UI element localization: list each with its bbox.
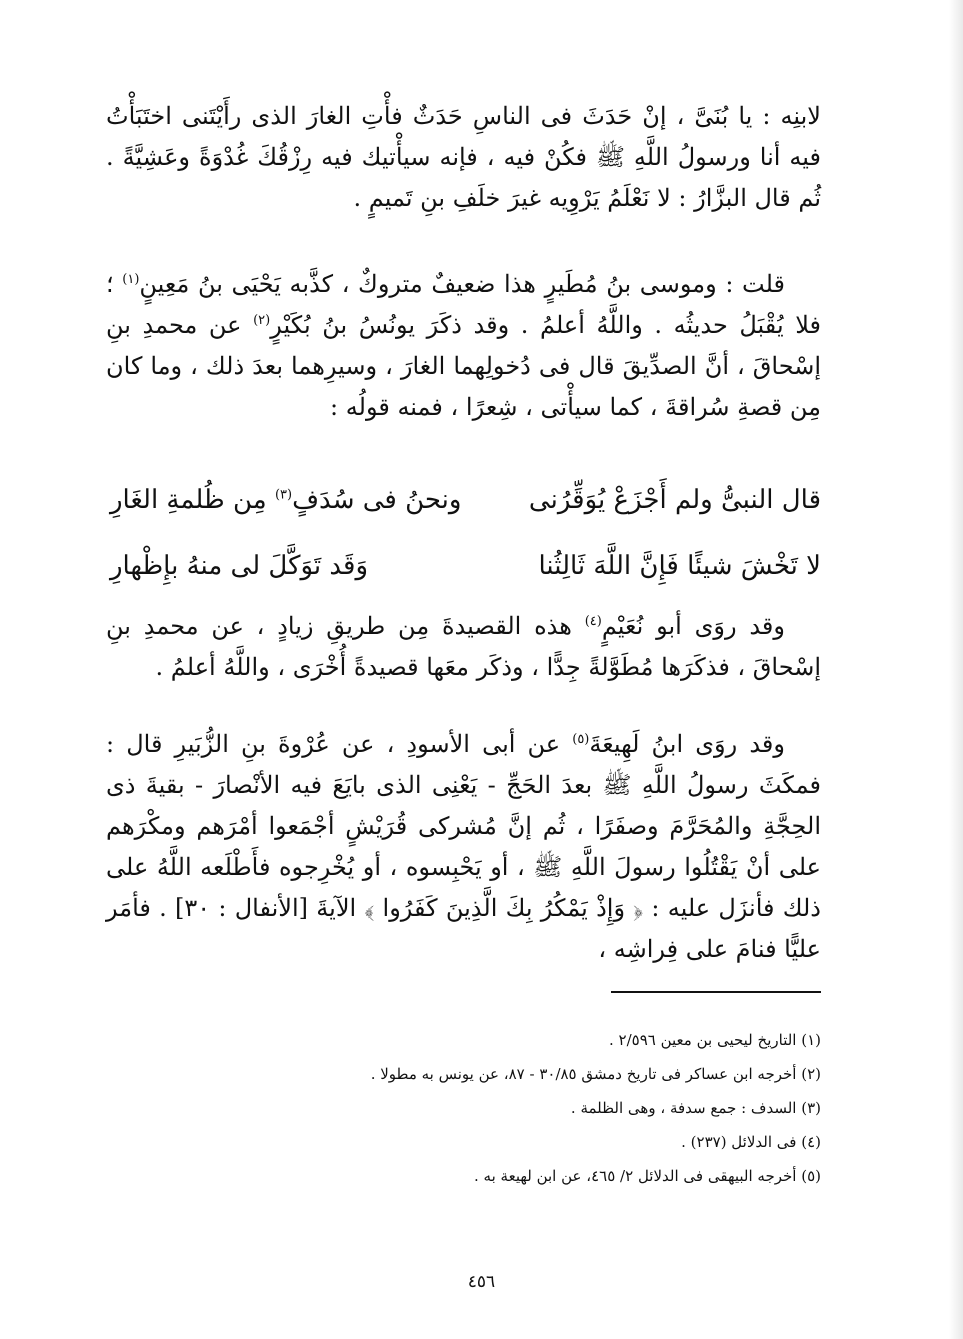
paragraph-4-segment-1: وقد روَى ابنُ لَهِيعَةَ <box>589 730 785 758</box>
footnote-reference-5[interactable]: (٥) <box>572 732 590 747</box>
poem-verse-1 <box>110 480 821 520</box>
verse-1-first-hemistich: قال النبىُّ ولم أَجْزَعْ يُوَقِّرُنى <box>528 485 821 515</box>
footnote-reference-1[interactable]: (١) <box>122 272 140 287</box>
paragraph-3-segment-2: هذه القصيدةَ مِن طريقِ زيادٍ ، عن محمدِ بنِ إسْحاقَ ، فذكَرَها مُطَوَّلةً جِدًّا ، وذكَر معَها قصيدةً أُخْرَى ، واللَّهُ أعلمُ . <box>106 612 821 681</box>
paragraph-2-segment-3: عن محمدِ بنِ إسْحاقَ ، أنَّ الصدِّيقَ قال فى دُخولِهما الغارَ ، وسيرِهما بعدَ ذلك ، وما كان مِن قصةِ سُراقةَ ، كما سيأْتى ، شِعرًا ، فمنه قولُه : <box>106 311 821 421</box>
footnote-reference-2[interactable]: (٢) <box>253 313 271 328</box>
footnote-3: (٣) السدف : جمع سدفة ، وهى الظلمة . <box>570 1099 821 1117</box>
poem-verse-2 <box>110 546 821 586</box>
paragraph-1-segment-1: لابنِه : يا بُنَىَّ ، إنْ حَدَثَ فى الناسِ حَدَثٌ فأْتِ الغارَ الذى رأَيْتَنى اختَبَأْتُ فيه أنا ورسولُ اللَّهِ ﷺ فكُنْ فيه ، فإنه سيأْتيك فيه رِزْقُكَ غُدْوَةً وعَشِيَّةً . ثُم قال البزَّارُ : لا نَعْلَمُ يَرْوِيه غيرَ خلَفِ بنِ تَميمٍ . <box>106 102 821 212</box>
footnote-2: (٢) أخرجه ابن عساكر فى تاريخ دمشق ٣٠/٨٥ - ٨٧، عن يونس به مطولا . <box>370 1065 821 1083</box>
verse-1-second-hemistich-start: ونحنُ فى سُدَفٍ <box>292 485 462 515</box>
footnote-4: (٤) فى الدلائل (٢٣٧) . <box>681 1133 821 1151</box>
verse-2-second-hemistich: وَقَد تَوَكَّلَ لى منهُ بإِظْهارِ <box>110 551 369 581</box>
paragraph-3-segment-1: وقد روَى أبو نُعَيْمٍ <box>601 612 785 640</box>
paragraph-1-text <box>106 96 821 219</box>
verse-1-second-hemistich-end: مِن ظُلمةِ الغَارِ <box>110 485 275 515</box>
footnotes <box>106 1023 821 1193</box>
paragraph-4-text <box>106 724 821 970</box>
paragraph-2-segment-1: قلت : وموسى بنُ مُطَيرٍ هذا ضعيفٌ متروكٌ ، كذَّبه يَحْيَى بنُ مَعِينٍ <box>139 270 786 298</box>
verse-1-second-hemistich <box>110 485 461 515</box>
paragraph-2-segment-2: ؛ فلا يُقْبَلُ حديثُه . واللَّهُ أعلمُ . وقد ذكَرَ يونُسُ بنُ بُكَيْرٍ <box>106 270 821 339</box>
paragraph-4 <box>106 724 821 970</box>
footnote-5: (٥) أخرجه البيهقى فى الدلائل ٢/ ٤٦٥، عن ابن لهيعة به . <box>474 1167 821 1185</box>
paragraph-4-segment-2: عن أبى الأسودِ ، عن عُرْوةَ بنِ الزُّبَيرِ قال : فمكَثَ رسولُ اللَّهِ ﷺ بعدَ الحَجِّ - يَعْنِى الذى بايَعَ فيه الأنْصارَ - بقيةَ ذى الحِجَّةِ والمُحَرَّمَ وصفَرًا ، ثُم إنَّ مُشركى قُرَيْشٍ أجْمَعوا أمْرَهم ومكْرَهم على أنْ يَقْتُلُوا رسولَ اللَّهِ ﷺ ، أو يَحْبِسوه ، أو يُخْرِجوه فأَطْلَعه اللَّهُ على ذلك فأنزَل عليه : ﴿ وَإِذْ يَمْكُرُ بِكَ الَّذِينَ كَفَرُوا ﴾ الآيةَ [الأنفال : ٣٠] . فأمَر عليًّا فنامَ على فِراشِه ، <box>106 730 821 963</box>
footnote-reference-4[interactable]: (٤) <box>584 614 602 629</box>
paragraph-3 <box>106 606 821 688</box>
verse-2-first-hemistich: لا تَخْشَ شيئًا فَإِنَّ اللَّهَ ثَالِثُنا <box>538 551 821 581</box>
paragraph-2-text <box>106 264 821 428</box>
page-number: ٤٥٦ <box>467 1272 496 1292</box>
footnote-1: (١) التاريخ ليحيى بن معين ٢/٥٩٦ . <box>609 1031 821 1049</box>
paragraph-3-text <box>106 606 821 688</box>
paragraph-2 <box>106 264 821 428</box>
paragraph-1 <box>106 96 821 219</box>
page-edge <box>949 0 963 1339</box>
footnote-divider <box>611 991 821 993</box>
footnote-reference-3[interactable]: (٣) <box>274 487 293 503</box>
